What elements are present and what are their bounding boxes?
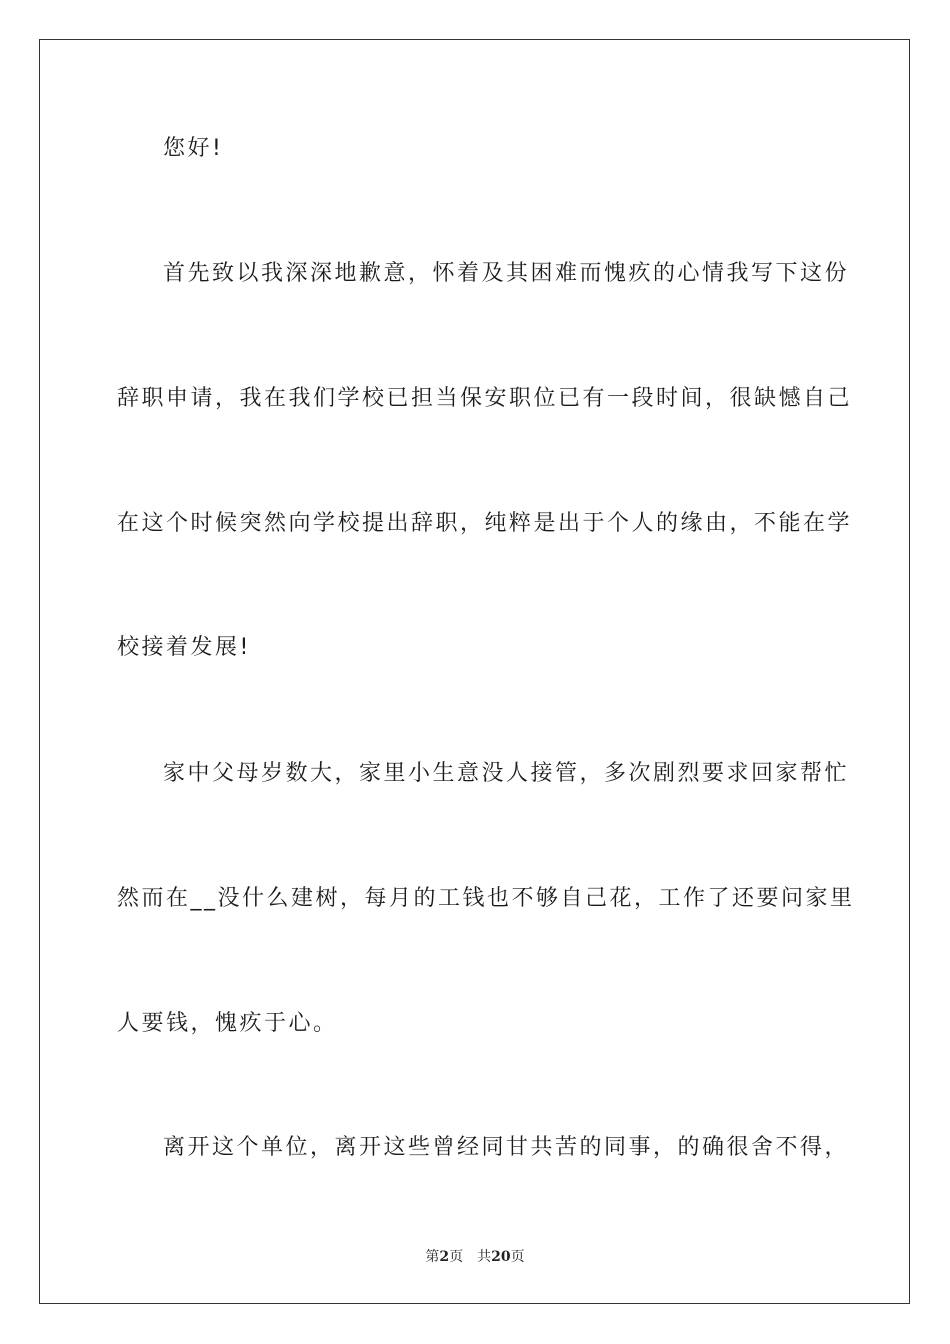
page-footer — [0, 1247, 950, 1267]
total-unit: 页 — [510, 1249, 525, 1265]
body-line: 辞职申请，我在我们学校已担当保安职位已有一段时间，很缺憾自己 — [117, 386, 853, 411]
page-unit: 页 — [449, 1249, 464, 1265]
page-prefix: 第 — [425, 1249, 440, 1265]
body-line: 离开这个单位，离开这些曾经同甘共苦的同事，的确很舍不得， — [163, 1135, 850, 1160]
body-line: 人要钱，愧疚于心。 — [117, 1011, 338, 1036]
body-line: 在这个时候突然向学校提出辞职，纯粹是出于个人的缘由，不能在学 — [117, 511, 853, 536]
greeting-line: 您好! — [163, 136, 224, 161]
page-border — [39, 39, 910, 1304]
total-prefix: 共 — [477, 1249, 492, 1265]
body-line: 校接着发展! — [117, 635, 251, 660]
body-line: 然而在__没什么建树，每月的工钱也不够自己花，工作了还要问家里 — [117, 886, 855, 911]
page-total: 20 — [491, 1249, 511, 1265]
body-line: 首先致以我深深地歉意，怀着及其困难而愧疚的心情我写下这份 — [163, 261, 850, 286]
body-line: 家中父母岁数大，家里小生意没人接管，多次剧烈要求回家帮忙 — [163, 761, 850, 786]
page-number: 2 — [439, 1249, 450, 1265]
